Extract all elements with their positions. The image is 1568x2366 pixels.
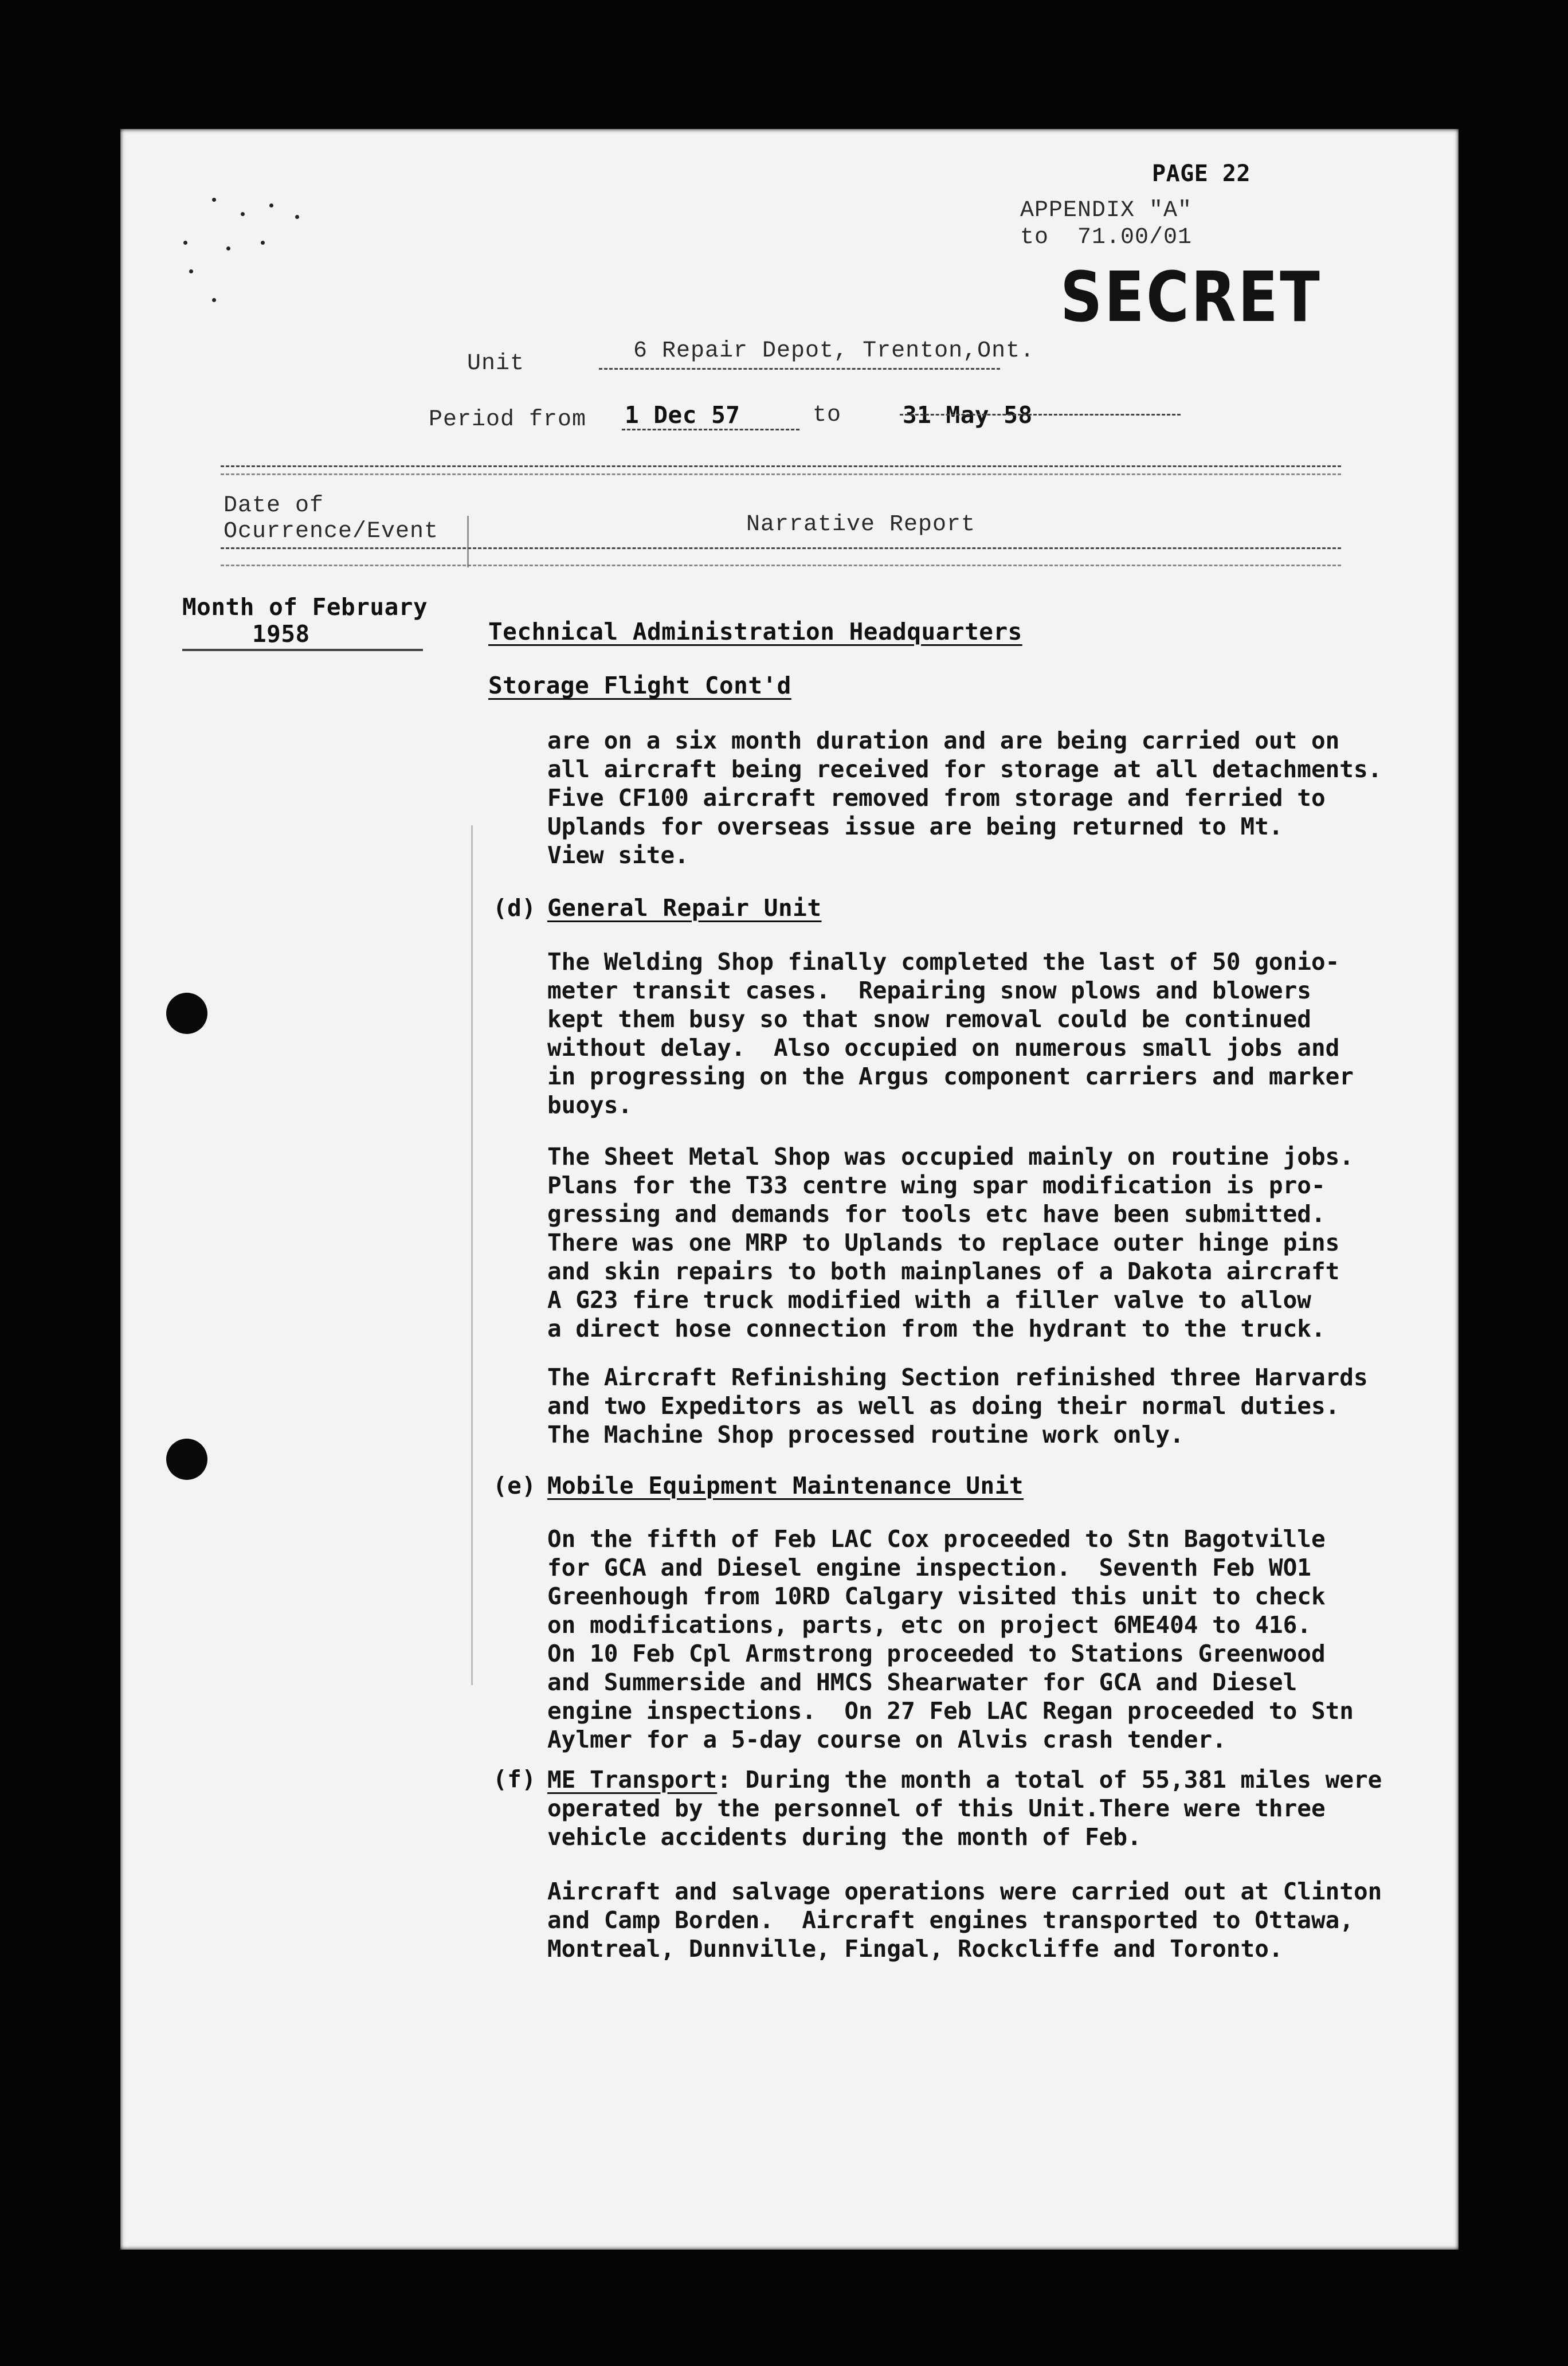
date-column-header-2: Ocurrence/Event [224,519,439,545]
date-column-header-1: Date of [224,493,324,519]
punch-hole-bottom [166,1439,207,1480]
transport-paragraph: ME Transport: During the month a total of 55,381 miles were operated by the personnel of this Unit.There were three vehicle accidents during the month of Feb. [547,1766,1382,1851]
period-from-value: 1 Dec 57 [625,401,740,429]
section-e-title: Mobile Equipment Maintenance Unit [547,1472,1024,1499]
sheet-metal-paragraph: The Sheet Metal Shop was occupied mainly on routine jobs. Plans for the T33 centre wing spar modification is pro- gressing and demands for tools etc have been submitted. There was one MRP to Uplands to replace outer hinge pins and skin repairs to both mainplanes of a Dakota aircraft A G23 fire truck modified with a filler valve to allow a direct hose connection from the hydrant to the truck. [547,1143,1354,1342]
refinishing-paragraph: The Aircraft Refinishing Section refinished three Harvards and two Expeditors as well as doing their normal duties. The Machine Shop processed routine work only. [547,1364,1368,1448]
section-d-title: General Repair Unit [547,894,822,922]
section-heading: Technical Administration Headquarters [488,618,1022,645]
period-from-underline [622,429,799,430]
header-rule-bottom [221,547,1341,549]
speck [189,269,193,273]
unit-value: 6 Repair Depot, Trenton,Ont. [633,338,1035,364]
storage-flight-paragraph: are on a six month duration and are being carried out on all aircraft being received for storage at all detachments. Five CF100 aircraft removed from storage and ferried to Uplands for overseas issue are being returned to Mt. View site. [547,727,1382,869]
section-e-label: (e) [493,1472,536,1499]
salvage-operations-paragraph: Aircraft and salvage operations were carried out at Clinton and Camp Borden. Aircraft engines transported to Ottawa, Montreal, Dunnville, Fingal, Rockcliffe and Toronto. [547,1878,1382,1962]
section-f-title: ME Transport [547,1766,718,1793]
occurrence-year: 1958 [252,620,310,648]
period-label: Period from [429,407,587,433]
appendix-line-2: to 71.00/01 [1020,225,1193,250]
header-rule-top-2 [221,473,1341,475]
period-to-underline [900,414,1181,416]
period-to-label: to [813,402,842,428]
unit-label: Unit [467,351,525,377]
mobile-equipment-paragraph: On the fifth of Feb LAC Cox proceeded to Stn Bagotville for GCA and Diesel engine inspection. Seventh Feb WO1 Greenhough from 10RD Calgary visited this unit to check on modifications, parts, etc on project 6ME404 to 416. On 10 Feb Cpl Armstrong proceeded to Stations Greenwood and Summerside and HMCS Shearwater for GCA and Diesel engine inspections. On 27 Feb LAC Regan proceeded to Stn Aylmer for a 5-day course on Alvis crash tender. [547,1525,1354,1753]
period-to-value: 31 May 58 [903,401,1033,429]
speck [226,246,230,250]
speck [295,215,299,219]
occurrence-month: Month of February [182,593,428,621]
secret-stamp: SECRET [1060,258,1322,338]
speck [212,298,216,302]
narrative-column-header: Narrative Report [746,512,976,538]
speck [241,212,245,216]
header-rule-bottom-2 [221,565,1341,566]
punch-hole-top [166,993,207,1034]
speck [183,241,187,245]
speck [261,241,265,245]
section-f-first-line: : During the month a total of 55,381 miles were [717,1766,1382,1793]
welding-shop-paragraph: The Welding Shop finally completed the last of 50 gonio- meter transit cases. Repairing snow plows and blowers kept them busy so that snow removal could be continued without delay. Also occupied on numerous small jobs and in progressing on the Argus component carriers and marker buoys. [547,948,1354,1119]
appendix-line-1: APPENDIX "A" [1020,198,1193,224]
column-divider [467,516,469,567]
speck [269,203,273,207]
column-divider-lower [471,825,473,1685]
section-f-label: (f) [493,1765,536,1793]
speck [212,198,216,202]
occurrence-underline [182,649,423,651]
unit-underline [599,368,1000,370]
storage-flight-subheading: Storage Flight Cont'd [488,672,791,699]
page-number: PAGE 22 [1152,160,1251,187]
header-rule-top [221,465,1341,467]
section-d-label: (d) [493,894,536,922]
